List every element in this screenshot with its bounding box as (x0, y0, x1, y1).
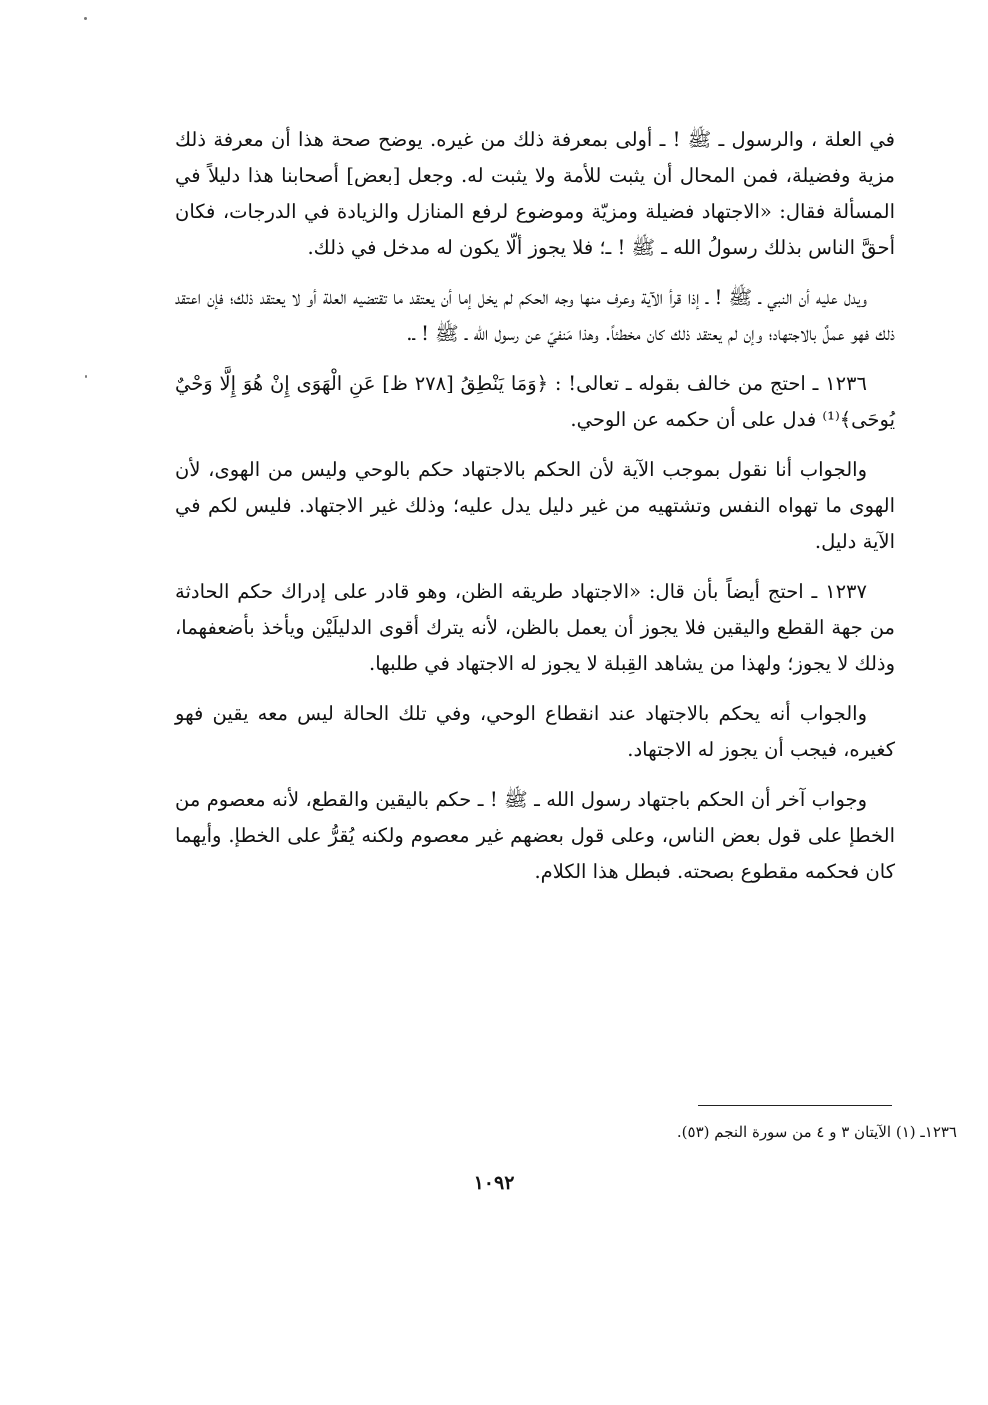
scan-speck (85, 375, 87, 378)
paragraph: ويدل عليه أن النبي ـ ﷺ ! ـ إذا قرأ الآية وعرف منها وجه الحكم لم يخل إما أن يعتقد ما تقتضيه العلة أو لا يعتقد ذلك؛ فإن اعتقد ذلك فهو عملٌ بالاجتهاد؛ وإن لم يعتقد ذلك كان مخطئاً. وهذا مَنفيّ عن رسول الله ـ ﷺ ! ـ. (175, 286, 895, 345)
paragraph: ١٢٣٧ ـ احتج أيضاً بأن قال: «الاجتهاد طريقه الظن، وهو قادر على إدراك حكم الحادثة من جهة القطع واليقين فلا يجوز أن يعمل بالظن، لأنه يترك أقوى الدليلَيْن ويأخذ بأضعفهما، وذلك لا يجوز؛ ولهذا من يشاهد القِبلة لا يجوز له الاجتهاد في طلبها. (175, 580, 895, 675)
scan-speck (84, 17, 87, 20)
paragraph: في العلة ، والرسول ـ ﷺ ! ـ أولى بمعرفة ذلك من غيره. يوضح صحة هذا أن معرفة ذلك مزية وفضيلة، فمن المحال أن يثبت للأمة ولا يثبت له. وجعل [بعض] أصحابنا هذا دليلاً في المسألة فقال: «الاجتهاد فضيلة ومزيّة وموضوع لرفع المنازل والزيادة في الدرجات، فكان أحقَّ الناس بذلك رسولُ الله ـ ﷺ ! ـ؛ فلا يجوز ألّا يكون له مدخل في ذلك. (175, 128, 895, 259)
footnote: ١٢٣٦ـ (١) الآيتان ٣ و ٤ من سورة النجم (٥٣). (676, 1123, 957, 1141)
main-text (175, 122, 895, 904)
paragraph: والجواب أنه يحكم بالاجتهاد عند انقطاع الوحي، وفي تلك الحالة ليس معه يقين فهو كغيره، فيجب أن يجوز له الاجتهاد. (175, 702, 895, 761)
page-number: ١٠٩٢ (473, 1172, 515, 1194)
paragraph: والجواب أنا نقول بموجب الآية لأن الحكم بالاجتهاد حكم بالوحي وليس من الهوى، لأن الهوى ما تهواه النفس وتشتهيه من غير دليل يدل عليه؛ وذلك غير الاجتهاد. فليس لكم في الآية دليل. (175, 458, 895, 553)
paragraph: ١٢٣٦ ـ احتج من خالف بقوله ـ تعالى! : ﴿وَمَا يَنْطِقُ [٢٧٨ ظ] عَنِ الْهَوَى إِنْ هُوَ إِلَّا وَحْيٌ يُوحَى﴾⁽¹⁾ فدل على أن حكمه عن الوحي. (175, 372, 895, 431)
footnote-separator (698, 1105, 892, 1106)
paragraph: وجواب آخر أن الحكم باجتهاد رسول الله ـ ﷺ ! ـ حكم باليقين والقطع، لأنه معصوم من الخطإ على قول بعض الناس، وعلى قول بعضهم غير معصوم ولكنه يُقرُّ على الخطإ. وأيهما كان فحكمه مقطوع بصحته. فبطل هذا الكلام. (175, 788, 895, 883)
